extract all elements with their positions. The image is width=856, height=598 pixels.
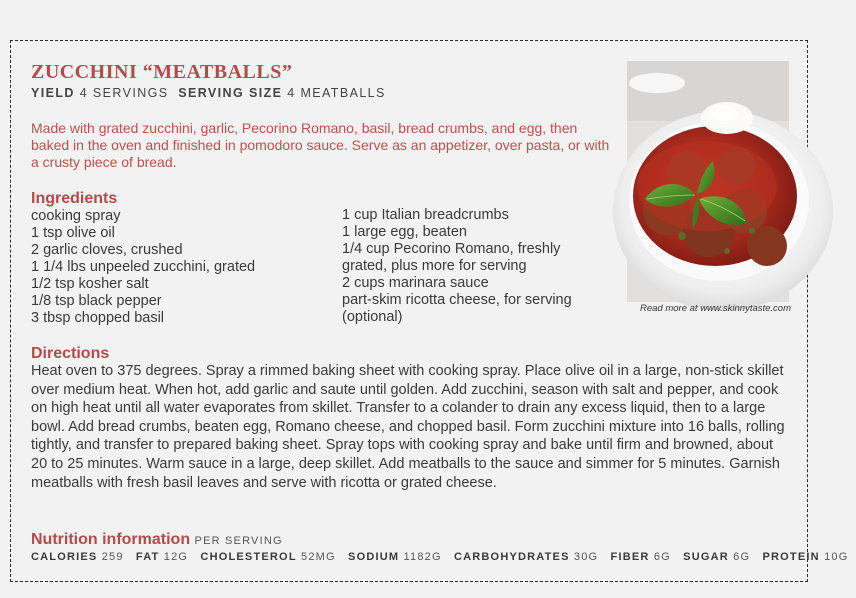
directions-heading: Directions <box>31 345 110 362</box>
recipe-photo <box>627 61 789 302</box>
ingredient-item: 1/2 tsp kosher salt <box>31 276 149 292</box>
ingredients-left-column <box>31 208 255 327</box>
recipe-title: ZUCCHINI “MEATBALLS” <box>31 61 293 83</box>
yield-label: YIELD <box>31 86 75 100</box>
nutrient-value: 30G <box>573 551 599 563</box>
nutrient-value: 6G <box>733 551 751 563</box>
nutrition-item-calories <box>31 551 124 563</box>
nutrient-value: 12G <box>163 551 189 563</box>
nutrition-item-sugar <box>683 551 750 563</box>
nutrition-item-carbohydrates <box>454 551 598 563</box>
ingredients-right-column <box>342 207 602 326</box>
directions-text: Heat oven to 375 degrees. Spray a rimmed baking sheet with cooking spray. Place olive oil in a large, non-stick skillet over medium heat. When hot, add garlic and saute until golden. Add zucchini, season with salt and pepper, and cook on high heat until all water evaporates from skillet. Transfer to a colander to drain any excess liquid, then to a large bowl. Add bread crumbs, beaten egg, Romano cheese, and chopped basil. Form zucchini mixture into 16 balls, rolling tightly, and transfer to prepared baking sheet. Spray tops with cooking spray and bake until firm and browned, about 20 to 25 minutes. Warm sauce in a large, deep skillet. Add meatballs to the sauce and simmer for 5 minutes. Garnish meatballs with fresh basil leaves and serve with ricotta or grated cheese. <box>31 363 785 491</box>
ingredient-item: cooking spray <box>31 208 121 224</box>
nutrient-label: CALORIES <box>31 551 98 563</box>
ingredient-item: 2 cups marinara sauce <box>342 275 489 291</box>
nutrient-value: 52MG <box>301 551 336 563</box>
nutrient-label: CARBOHYDRATES <box>453 551 570 563</box>
nutrient-label: FIBER <box>610 551 650 563</box>
nutrition-facts <box>31 551 856 563</box>
nutrition-item-fiber <box>611 551 671 563</box>
ingredient-item: 1 cup Italian breadcrumbs <box>342 207 509 223</box>
serving-size-label: SERVING SIZE <box>178 86 283 100</box>
nutrient-label: SODIUM <box>348 551 400 563</box>
nutrient-label: PROTEIN <box>762 551 820 563</box>
ingredient-item: 2 garlic cloves, crushed <box>31 242 183 258</box>
recipe-intro: Made with grated zucchini, garlic, Pecorino Romano, basil, bread crumbs, and egg, then baked in the oven and finished in pomodoro sauce. Serve as an appetizer, over pasta, or with a crusty piece of bread. <box>31 120 610 170</box>
nutrition-title: Nutrition information <box>31 531 191 548</box>
ingredient-item: 1 1/4 lbs unpeeled zucchini, grated <box>31 259 256 275</box>
nutrition-item-fat <box>136 551 188 563</box>
yield-value: 4 SERVINGS <box>79 86 169 100</box>
ingredient-item: 1 tsp olive oil <box>31 225 115 241</box>
recipe-meta <box>31 86 386 100</box>
photo-caption: Read more at www.skinnytaste.com <box>640 303 792 314</box>
ingredient-item: 1/4 cup Pecorino Romano, freshly grated, plus more for serving <box>342 241 561 274</box>
serving-size-value: 4 MEATBALLS <box>287 86 386 100</box>
nutrition-heading <box>31 531 283 549</box>
nutrition-subheading: PER SERVING <box>194 535 283 547</box>
nutrient-label: SUGAR <box>683 551 729 563</box>
ingredients-heading: Ingredients <box>31 190 118 207</box>
nutrient-value: 10G <box>824 551 849 563</box>
nutrient-value: 6G <box>653 551 671 563</box>
ingredient-item: 1/8 tsp black pepper <box>31 293 162 309</box>
nutrient-label: CHOLESTEROL <box>200 551 297 563</box>
nutrition-item-cholesterol <box>200 551 335 563</box>
ingredient-item: 1 large egg, beaten <box>342 224 467 240</box>
nutrient-value: 1182G <box>403 551 442 563</box>
nutrient-value: 259 <box>101 551 124 563</box>
nutrient-label: FAT <box>135 551 160 563</box>
nutrition-item-protein <box>763 551 849 563</box>
ingredient-item: 3 tbsp chopped basil <box>31 310 165 326</box>
ingredient-item: part-skim ricotta cheese, for serving (optional) <box>342 292 572 325</box>
nutrition-item-sodium <box>348 551 442 563</box>
